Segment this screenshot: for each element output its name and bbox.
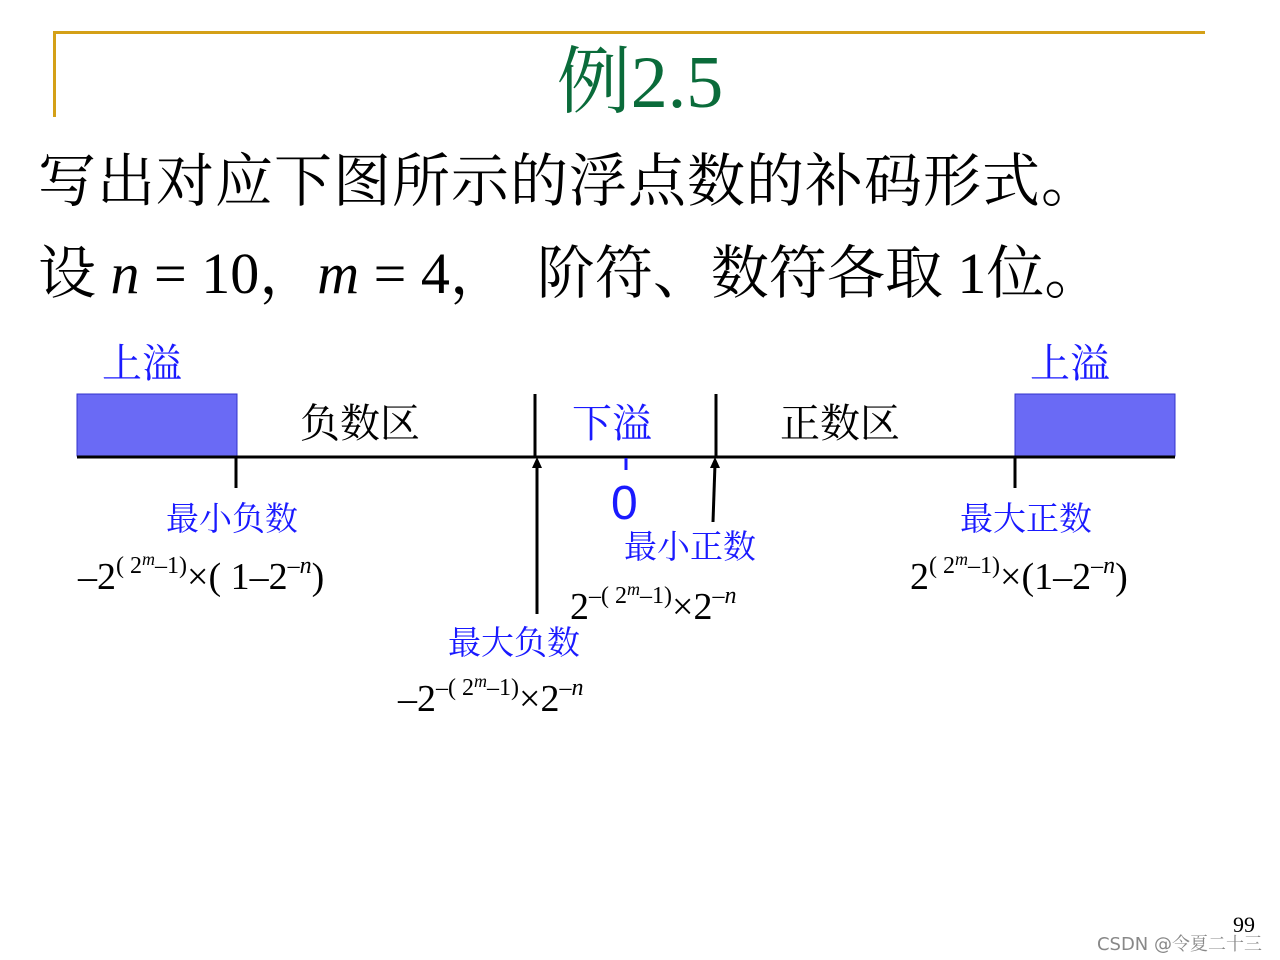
exponent: [589, 579, 672, 609]
paren-open: ( 1–2: [208, 556, 288, 598]
exp-close: –1): [155, 553, 187, 579]
exp-open: –( 2: [589, 583, 627, 609]
slide-title: 例2.5: [556, 42, 724, 124]
base: 2: [417, 678, 436, 720]
exp-open: –( 2: [436, 675, 474, 701]
paren-close: ): [311, 556, 325, 598]
arrowhead-min-positive: [710, 457, 720, 468]
problem-line-1: 写出对应下图所示的浮点数的补码形式。: [38, 147, 1101, 215]
base: 2: [910, 556, 929, 598]
var-m: m: [317, 241, 360, 306]
exponent: [116, 549, 187, 579]
m-value: = 4，: [359, 241, 508, 306]
min-negative-formula: [78, 549, 325, 598]
max-positive-formula: [910, 549, 1128, 598]
overflow-box-right: [1015, 394, 1175, 456]
times: ×: [1000, 556, 1022, 598]
times: ×: [519, 678, 541, 720]
overflow-box-left: [77, 394, 237, 456]
times: ×: [187, 556, 209, 598]
var-n: n: [110, 241, 140, 306]
neg-n: –n: [287, 553, 312, 579]
min-negative-label: 最小负数: [166, 499, 298, 538]
paren-close: ): [1115, 556, 1128, 598]
exp-m: m: [474, 671, 487, 691]
neg-n: –n: [712, 583, 737, 609]
positive-region-label: 正数区: [780, 401, 900, 447]
arrowhead-max-negative: [532, 457, 542, 468]
exponent: [436, 671, 519, 701]
min-positive-label: 最小正数: [624, 527, 756, 566]
overflow-label-left: 上溢: [102, 341, 182, 387]
paren-open: (1–2: [1021, 556, 1092, 598]
exp-m: m: [142, 549, 155, 569]
exp-close: –1): [640, 583, 672, 609]
sign: –: [78, 556, 97, 598]
exp-open: ( 2: [116, 553, 142, 579]
arrow-min-positive: [713, 464, 715, 522]
overflow-label-right: 上溢: [1030, 341, 1110, 387]
watermark: CSDN @令夏二十三: [1096, 934, 1262, 955]
exponent: [929, 549, 1000, 579]
n-value: = 10，: [139, 241, 318, 306]
underflow-label: 下溢: [572, 401, 652, 447]
exp-m: m: [955, 549, 968, 569]
max-negative-label: 最大负数: [448, 623, 580, 662]
zero-label: 0: [611, 477, 638, 530]
base: 2: [570, 586, 589, 628]
problem-suffix: 阶符、数符各取 1位。: [536, 241, 1103, 306]
base: 2: [97, 556, 116, 598]
negative-region-label: 负数区: [300, 401, 420, 447]
max-positive-label: 最大正数: [960, 499, 1092, 538]
neg-n: –n: [559, 675, 584, 701]
base2: 2: [540, 678, 560, 720]
min-positive-formula: [570, 579, 737, 628]
sign: –: [398, 678, 417, 720]
times: ×: [672, 586, 694, 628]
base2: 2: [693, 586, 713, 628]
exp-m: m: [627, 579, 640, 599]
exp-close: –1): [968, 553, 1000, 579]
exp-open: ( 2: [929, 553, 955, 579]
exp-close: –1): [487, 675, 519, 701]
problem-prefix: 设: [38, 241, 97, 306]
neg-n: –n: [1091, 553, 1116, 579]
page-number: 99: [1233, 912, 1255, 937]
max-negative-formula: [398, 671, 584, 720]
